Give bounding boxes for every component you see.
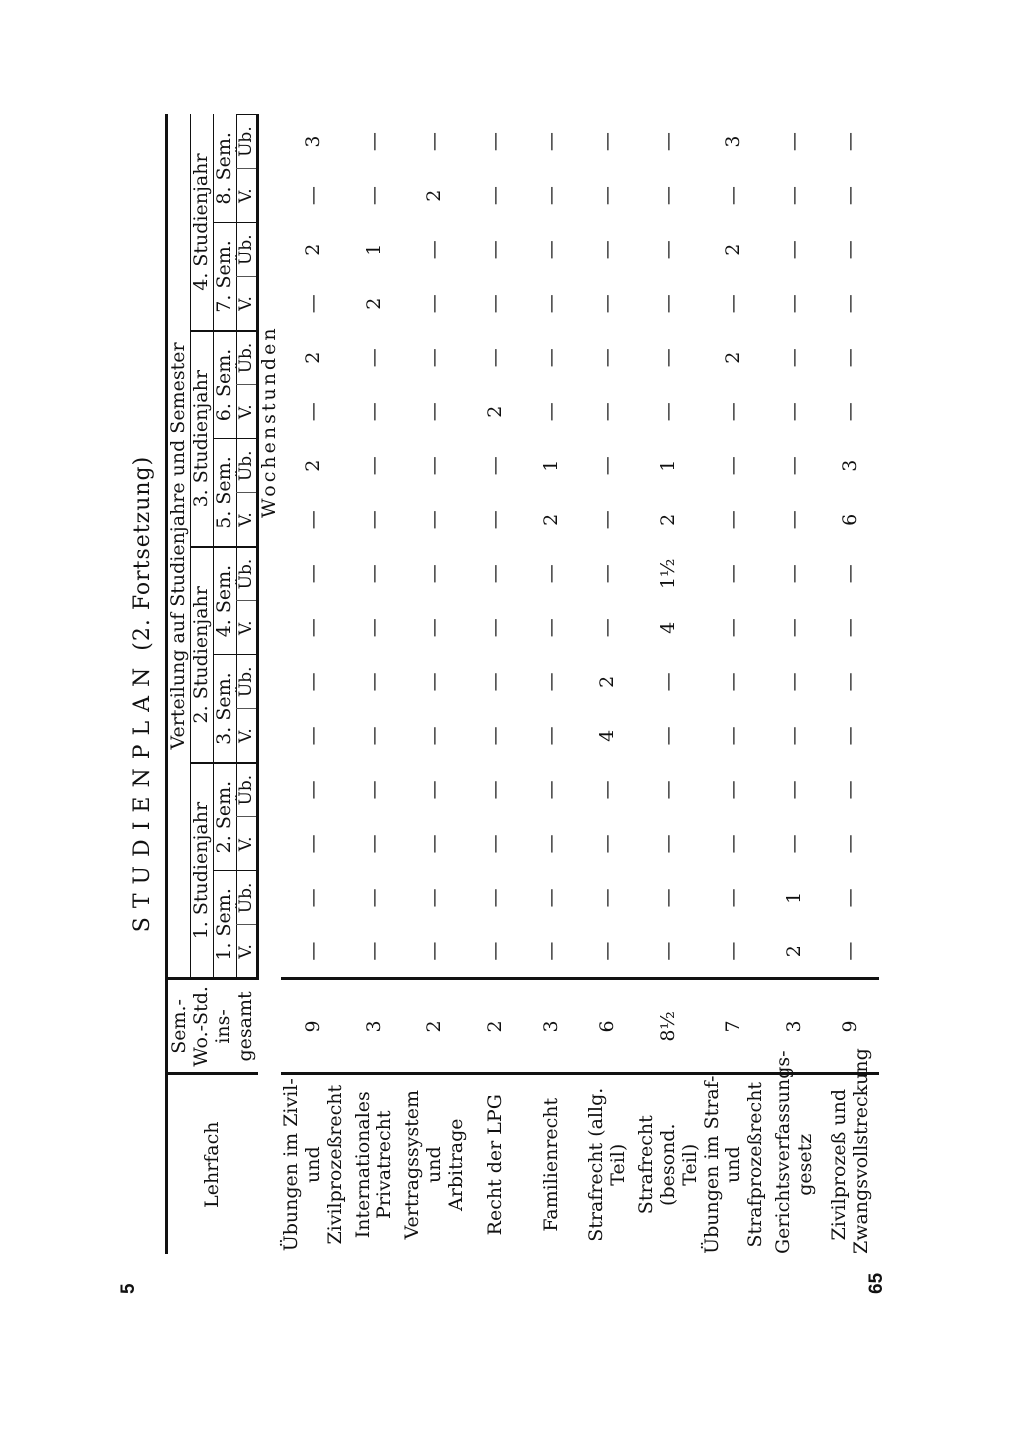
hours-cell: — <box>301 402 324 422</box>
hours-cell: — <box>839 348 862 368</box>
header-ub: Üb. <box>236 223 258 277</box>
lehrfach-cell <box>524 1074 580 1254</box>
header-std-line: Wo.-Std. <box>189 986 212 1067</box>
header-sem-7: 7. Sem. <box>213 223 236 331</box>
hours-cell: — <box>301 510 324 530</box>
hours-cell: 4 <box>596 729 619 742</box>
hours-cell: 2 <box>423 189 446 202</box>
hours-cell: — <box>484 186 507 206</box>
hours-cell: — <box>540 348 563 368</box>
lehrfach-cell <box>580 1074 636 1254</box>
hours-cell: — <box>484 510 507 530</box>
hours-cell: 1 <box>656 459 679 472</box>
hours-cell: — <box>301 672 324 692</box>
hours-cell: — <box>540 294 563 314</box>
hours-cell: — <box>540 941 563 961</box>
hours-cell: — <box>423 402 446 422</box>
hours-cell: — <box>596 294 619 314</box>
lehrfach-line: Übungen im Zivil- <box>279 1078 302 1252</box>
hours-cell: — <box>301 726 324 746</box>
hours-cell: — <box>839 186 862 206</box>
header-sem-wo-std <box>167 979 258 1074</box>
hours-cell: — <box>596 564 619 584</box>
header-v: V. <box>236 709 258 763</box>
hours-cell: — <box>722 888 745 908</box>
lehrfach-cell <box>767 1050 823 1254</box>
hours-cell: — <box>722 618 745 638</box>
header-sem-5: 5. Sem. <box>213 439 236 547</box>
hours-cell: — <box>301 941 324 961</box>
header-v: V. <box>236 493 258 547</box>
lehrfach-line: Internationales <box>351 1091 374 1239</box>
header-v: V. <box>236 925 258 979</box>
wochenstunden-total: 2 <box>468 979 524 1074</box>
hours-cell: 2 <box>301 351 324 364</box>
lehrfach-line: Strafrecht (besond. <box>634 1115 679 1215</box>
lehrfach-line: Privatrecht <box>373 1110 396 1219</box>
hours-cell: — <box>656 888 679 908</box>
hours-cell: — <box>540 726 563 746</box>
hours-cell: — <box>839 941 862 961</box>
hours-cell: — <box>484 834 507 854</box>
hours-cell: — <box>484 618 507 638</box>
header-studienjahr-3: 3. Studienjahr <box>190 331 213 547</box>
hours-cell: — <box>362 510 385 530</box>
lehrfach-cell <box>402 1074 468 1254</box>
hours-cell: — <box>362 672 385 692</box>
hours-cell: — <box>656 294 679 314</box>
lehrfach-line: Strafrecht (allg. Teil) <box>585 1087 629 1242</box>
hours-cell: — <box>596 888 619 908</box>
lehrfach-line: und Zivilprozeßrecht <box>301 1084 346 1245</box>
hours-cell: — <box>484 564 507 584</box>
hours-cell: — <box>423 618 446 638</box>
hours-cell: — <box>596 456 619 476</box>
lehrfach-cell <box>281 1074 347 1254</box>
page-number: 65 <box>866 1272 887 1294</box>
header-ub: Üb. <box>236 763 258 817</box>
hours-cell: — <box>656 780 679 800</box>
hours-cell: — <box>839 834 862 854</box>
hours-cell: — <box>484 240 507 260</box>
hours-cell: — <box>839 726 862 746</box>
hours-cell: — <box>484 672 507 692</box>
hours-cell: — <box>722 294 745 314</box>
table-row <box>346 115 402 1255</box>
header-ub: Üb. <box>236 331 258 385</box>
hours-cell: — <box>783 834 806 854</box>
header-ub: Üb. <box>236 547 258 601</box>
hours-cell: — <box>839 780 862 800</box>
hours-cell: — <box>722 510 745 530</box>
left-page-number: 5 <box>118 1283 139 1294</box>
hours-cell: — <box>484 132 507 152</box>
hours-cell: — <box>484 456 507 476</box>
hours-cell: — <box>839 132 862 152</box>
header-sem-4: 4. Sem. <box>213 547 236 655</box>
hours-cell: — <box>783 618 806 638</box>
table-row <box>580 115 636 1255</box>
hours-cell: 2 <box>301 243 324 256</box>
hours-cell: — <box>362 348 385 368</box>
hours-cell: — <box>722 726 745 746</box>
table-row <box>468 115 524 1255</box>
hours-cell: 3 <box>722 135 745 148</box>
hours-cell: — <box>596 834 619 854</box>
header-ub: Üb. <box>236 871 258 925</box>
lehrfach-line: Zwangsvollstreckung <box>850 1048 873 1254</box>
hours-cell: — <box>540 240 563 260</box>
header-sem-1: 1. Sem. <box>213 871 236 979</box>
wochenstunden-total: 9 <box>823 979 879 1074</box>
hours-cell: — <box>722 941 745 961</box>
hours-cell: — <box>783 294 806 314</box>
hours-cell: — <box>783 186 806 206</box>
hours-cell: — <box>540 780 563 800</box>
header-v: V. <box>236 817 258 871</box>
hours-cell: — <box>656 186 679 206</box>
lehrfach-line: Vertragssystem und <box>401 1090 446 1240</box>
table-row <box>524 115 580 1255</box>
hours-cell: — <box>656 402 679 422</box>
hours-cell: 2 <box>484 405 507 418</box>
hours-cell: 3 <box>301 135 324 148</box>
header-std-line: ins- <box>211 1009 234 1044</box>
hours-cell: 2 <box>596 675 619 688</box>
hours-cell: — <box>596 186 619 206</box>
hours-cell: 2 <box>362 297 385 310</box>
hours-cell: — <box>596 348 619 368</box>
hours-cell: — <box>540 186 563 206</box>
header-v: V. <box>236 601 258 655</box>
wochenstunden-total: 2 <box>402 979 468 1074</box>
hours-cell: 1½ <box>656 558 679 590</box>
hours-cell: — <box>423 780 446 800</box>
hours-cell: — <box>722 186 745 206</box>
lehrfach-cell <box>702 1074 768 1254</box>
lehrfach-line: Übungen im Straf- <box>700 1075 723 1254</box>
hours-cell: — <box>596 402 619 422</box>
hours-cell: — <box>362 780 385 800</box>
hours-cell: — <box>484 780 507 800</box>
header-verteilung: Verteilung auf Studienjahre und Semester <box>167 115 191 979</box>
hours-cell: — <box>362 564 385 584</box>
hours-cell: — <box>362 186 385 206</box>
hours-cell: 4 <box>656 621 679 634</box>
lehrfach-line: Recht der LPG <box>484 1094 507 1236</box>
wochenstunden-total: 6 <box>580 979 636 1074</box>
hours-cell: — <box>540 564 563 584</box>
wochenstunden-total: 9 <box>281 979 347 1074</box>
hours-cell: — <box>839 240 862 260</box>
header-ub: Üb. <box>236 439 258 493</box>
hours-cell: — <box>722 402 745 422</box>
hours-cell: — <box>783 132 806 152</box>
hours-cell: — <box>423 834 446 854</box>
hours-cell: — <box>423 294 446 314</box>
header-ub: Üb. <box>236 115 258 169</box>
hours-cell: — <box>423 672 446 692</box>
header-std-line: Sem.- <box>168 999 191 1054</box>
hours-cell: — <box>596 780 619 800</box>
hours-cell: — <box>839 672 862 692</box>
wochenstunden-total: 8½ <box>636 979 702 1074</box>
hours-cell: — <box>656 672 679 692</box>
lehrfach-line: Teil) <box>678 1143 701 1186</box>
hours-cell: — <box>656 348 679 368</box>
hours-cell: — <box>540 888 563 908</box>
wochenstunden-total: 3 <box>524 979 580 1074</box>
hours-cell: — <box>722 834 745 854</box>
hours-cell: — <box>423 348 446 368</box>
hours-cell: — <box>423 564 446 584</box>
hours-cell: — <box>484 294 507 314</box>
hours-cell: — <box>722 780 745 800</box>
hours-cell: — <box>722 564 745 584</box>
lehrfach-line: Gerichtsverfassungs- <box>772 1050 795 1254</box>
hours-cell: 3 <box>839 459 862 472</box>
hours-cell: — <box>722 456 745 476</box>
header-sem-6: 6. Sem. <box>213 331 236 439</box>
table-row <box>636 115 702 1255</box>
hours-cell: — <box>301 564 324 584</box>
hours-cell: — <box>484 348 507 368</box>
hours-cell: 6 <box>839 513 862 526</box>
hours-cell: — <box>362 834 385 854</box>
hours-cell: — <box>301 186 324 206</box>
hours-cell: 2 <box>783 945 806 958</box>
header-v: V. <box>236 385 258 439</box>
page-title <box>130 424 155 964</box>
hours-cell: — <box>484 726 507 746</box>
hours-cell: — <box>423 510 446 530</box>
hours-cell: — <box>540 834 563 854</box>
hours-cell: — <box>839 402 862 422</box>
study-plan-table <box>165 114 879 1254</box>
hours-cell: — <box>596 240 619 260</box>
hours-cell: — <box>596 941 619 961</box>
lehrfach-cell <box>468 1074 524 1254</box>
header-lehrfach: Lehrfach <box>167 1074 258 1254</box>
hours-cell: 2 <box>722 351 745 364</box>
header-sem-2: 2. Sem. <box>213 763 236 871</box>
hours-cell: — <box>596 132 619 152</box>
hours-cell: 2 <box>301 459 324 472</box>
hours-cell: — <box>484 941 507 961</box>
hours-cell: — <box>362 456 385 476</box>
hours-cell: — <box>423 456 446 476</box>
header-sem-8: 8. Sem. <box>212 132 235 205</box>
hours-cell: 2 <box>722 243 745 256</box>
hours-cell: — <box>362 132 385 152</box>
table-row <box>702 115 768 1255</box>
hours-cell: — <box>656 726 679 746</box>
hours-cell: — <box>423 726 446 746</box>
hours-cell: — <box>362 726 385 746</box>
hours-cell: — <box>301 834 324 854</box>
header-v: V. <box>236 277 258 331</box>
hours-cell: — <box>656 240 679 260</box>
hours-cell: — <box>783 240 806 260</box>
hours-cell: — <box>656 834 679 854</box>
title-main: STUDIENPLAN <box>130 658 155 933</box>
hours-cell: — <box>656 941 679 961</box>
hours-cell: — <box>362 402 385 422</box>
hours-cell: — <box>301 618 324 638</box>
title-sub: (2. Fortsetzung) <box>130 455 155 651</box>
hours-cell: — <box>722 672 745 692</box>
lehrfach-line: gesetz <box>794 1133 817 1196</box>
lehrfach-cell <box>346 1074 402 1254</box>
hours-cell: — <box>423 888 446 908</box>
header-ub: Üb. <box>236 655 258 709</box>
hours-cell: — <box>301 780 324 800</box>
lehrfach-cell <box>823 1048 879 1254</box>
hours-cell: — <box>540 618 563 638</box>
hours-cell: — <box>839 618 862 638</box>
hours-cell: — <box>540 672 563 692</box>
hours-cell: — <box>783 780 806 800</box>
hours-cell: — <box>656 132 679 152</box>
lehrfach-cell <box>636 1074 702 1254</box>
lehrfach-line: Zivilprozeß und <box>828 1088 851 1241</box>
lehrfach-line: Familienrecht <box>540 1097 563 1232</box>
table-row <box>281 115 347 1255</box>
hours-cell: — <box>839 564 862 584</box>
hours-cell: 2 <box>656 513 679 526</box>
hours-cell: — <box>783 402 806 422</box>
hours-cell: — <box>423 941 446 961</box>
hours-cell: — <box>540 132 563 152</box>
header-studienjahr-1: 1. Studienjahr <box>190 763 213 979</box>
hours-cell: — <box>596 510 619 530</box>
hours-cell: — <box>783 672 806 692</box>
hours-cell: — <box>362 888 385 908</box>
hours-cell: — <box>484 888 507 908</box>
table-row <box>767 115 823 1255</box>
table-row <box>823 115 879 1255</box>
wochenstunden-total: 7 <box>702 979 768 1074</box>
lehrfach-line: Arbitrage <box>445 1118 468 1211</box>
hours-cell: 1 <box>540 459 563 472</box>
header-studienjahr-4: 4. Studienjahr <box>190 115 213 331</box>
hours-cell: — <box>301 888 324 908</box>
wochenstunden-total: 3 <box>767 979 823 1074</box>
header-wochenstunden: Wochenstunden <box>258 325 281 518</box>
header-studienjahr-2: 2. Studienjahr <box>190 547 213 763</box>
hours-cell: — <box>540 402 563 422</box>
hours-cell: — <box>783 564 806 584</box>
hours-cell: — <box>783 726 806 746</box>
hours-cell: — <box>301 294 324 314</box>
hours-cell: — <box>362 618 385 638</box>
wochenstunden-total: 3 <box>346 979 402 1074</box>
hours-cell: — <box>783 456 806 476</box>
hours-cell: — <box>362 941 385 961</box>
hours-cell: — <box>839 294 862 314</box>
header-sem-3: 3. Sem. <box>213 655 236 763</box>
hours-cell: 1 <box>783 891 806 904</box>
lehrfach-line: und Strafprozeßrecht <box>722 1081 767 1248</box>
hours-cell: 2 <box>540 513 563 526</box>
header-std-line: gesamt <box>233 991 256 1062</box>
table-body <box>281 115 879 1255</box>
hours-cell: — <box>423 240 446 260</box>
hours-cell: — <box>423 132 446 152</box>
hours-cell: — <box>596 618 619 638</box>
hours-cell: — <box>783 510 806 530</box>
hours-cell: — <box>839 888 862 908</box>
table-row <box>402 115 468 1255</box>
header-v: V. <box>236 169 258 223</box>
hours-cell: — <box>783 348 806 368</box>
hours-cell: 1 <box>362 243 385 256</box>
